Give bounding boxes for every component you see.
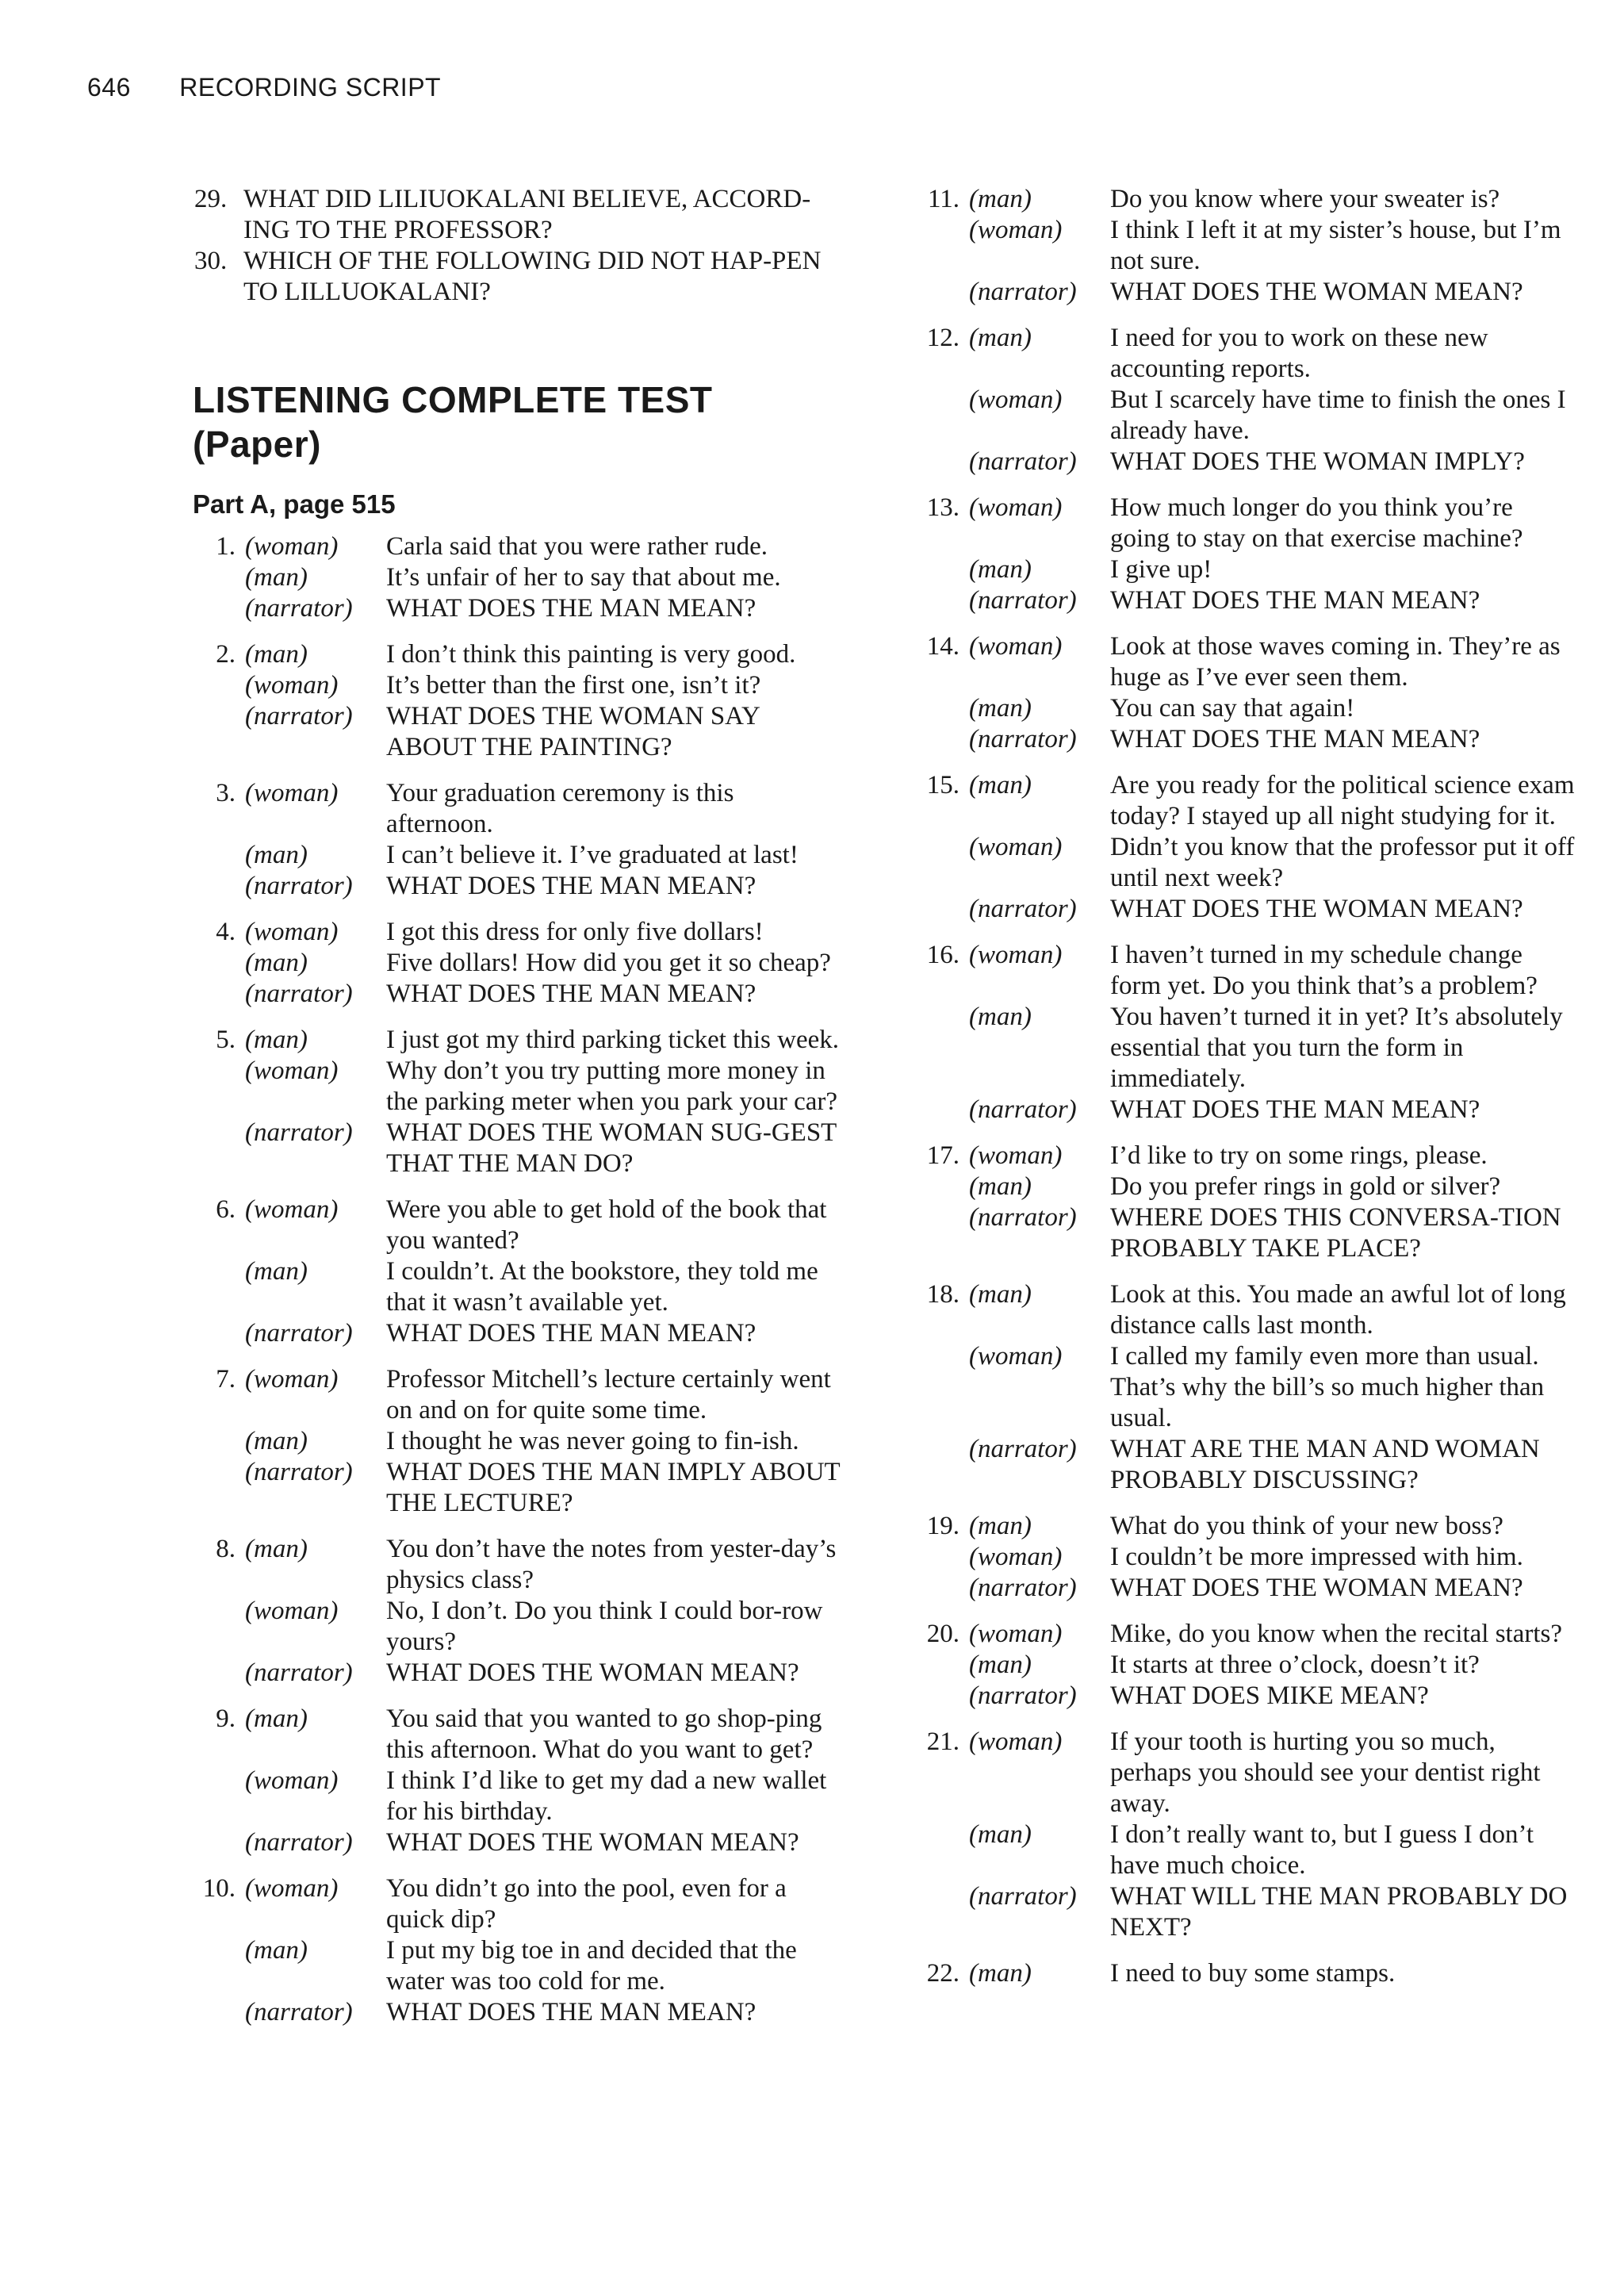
speaker-label: (man)	[969, 1280, 1032, 1309]
dialogue-line	[186, 1056, 845, 1118]
question-number	[896, 1341, 969, 1434]
dialogue-text: WHAT DOES THE MAN MEAN?	[1110, 1095, 1480, 1124]
question-number: 12.	[926, 324, 959, 352]
dialogue-text: I need to buy some stamps.	[1110, 1959, 1396, 1988]
script-item	[896, 1141, 1578, 1264]
dialogue-text: WHAT DOES THE MAN IMPLY ABOUT THE LECTURE?	[386, 1458, 841, 1517]
speaker-label: (woman)	[245, 1766, 339, 1795]
question-list	[896, 184, 1578, 1989]
dialogue-line	[186, 1194, 845, 1256]
dialogue-line	[896, 447, 1578, 477]
dialogue-line	[186, 1704, 845, 1766]
dialogue-line	[186, 1457, 845, 1519]
dialogue-line	[896, 894, 1578, 925]
question-number	[896, 1095, 969, 1125]
page-number: 646	[87, 73, 131, 102]
dialogue-line	[896, 1542, 1578, 1573]
dialogue-text: I give up!	[1110, 555, 1212, 584]
question-number	[186, 593, 245, 624]
dialogue-line	[186, 1935, 845, 1997]
dialogue-line	[896, 693, 1578, 724]
script-item	[896, 1619, 1578, 1712]
dialogue-text: How much longer do you think you’re going to stay on that exercise machine?	[1110, 493, 1523, 553]
speaker-label: (man)	[969, 771, 1032, 799]
dialogue-text: Five dollars! How did you get it so cheap?	[386, 949, 831, 977]
speaker-label: (narrator)	[245, 1458, 353, 1486]
script-item	[186, 639, 845, 763]
dialogue-line	[896, 585, 1578, 616]
question-text: WHICH OF THE FOLLOWING DID NOT HAP-PEN TO LILLUOKALANI?	[243, 247, 822, 306]
speaker-label: (narrator)	[245, 980, 353, 1008]
question-number	[186, 1596, 245, 1658]
dialogue-line	[896, 832, 1578, 894]
dialogue-text: I don’t think this painting is very good.	[386, 640, 796, 669]
dialogue-line	[896, 1573, 1578, 1604]
script-item	[186, 778, 845, 902]
question-number: 16.	[926, 941, 959, 969]
dialogue-line	[896, 215, 1578, 277]
dialogue-line	[896, 1727, 1578, 1819]
dialogue-text: You said that you wanted to go shop-ping this afternoon. What do you want to get?	[386, 1704, 822, 1764]
pre-item	[186, 184, 845, 246]
dialogue-text: WHAT DOES THE WOMAN SUG-GEST THAT THE MAN DO?	[386, 1118, 837, 1178]
speaker-label: (narrator)	[969, 586, 1077, 615]
speaker-label: (man)	[969, 1959, 1032, 1988]
question-number: 11.	[927, 185, 959, 213]
question-number	[186, 701, 245, 763]
question-number: 13.	[926, 493, 959, 522]
dialogue-line	[186, 1318, 845, 1349]
speaker-label: (woman)	[969, 493, 1063, 522]
speaker-label: (woman)	[969, 1727, 1063, 1756]
dialogue-text: Professor Mitchell’s lecture certainly went on and on for quite some time.	[386, 1365, 831, 1424]
question-number: 8.	[216, 1535, 236, 1563]
speaker-label: (woman)	[245, 1597, 339, 1625]
dialogue-text: WHAT DOES MIKE MEAN?	[1110, 1681, 1429, 1710]
speaker-label: (narrator)	[969, 1095, 1077, 1124]
dialogue-line	[896, 1279, 1578, 1341]
question-number	[186, 1457, 245, 1519]
question-number: 5.	[216, 1026, 236, 1054]
script-item	[186, 1194, 845, 1349]
script-item	[186, 1704, 845, 1858]
script-item	[896, 940, 1578, 1125]
speaker-label: (man)	[969, 185, 1032, 213]
pre-items	[186, 184, 845, 308]
question-number: 4.	[216, 918, 236, 946]
question-number: 6.	[216, 1195, 236, 1224]
question-number	[896, 724, 969, 755]
question-number	[186, 1056, 245, 1118]
left-column	[186, 184, 845, 2043]
dialogue-line	[186, 1997, 845, 2028]
running-head	[87, 73, 441, 102]
question-number	[896, 1542, 969, 1573]
dialogue-text: Why don’t you try putting more money in the parking meter when you park your car?	[386, 1056, 838, 1116]
script-item	[186, 1534, 845, 1689]
speaker-label: (woman)	[245, 1195, 339, 1224]
dialogue-text: I thought he was never going to fin-ish.	[386, 1427, 799, 1455]
dialogue-text: WHAT DOES THE WOMAN MEAN?	[1110, 1574, 1523, 1602]
dialogue-text: WHAT DOES THE WOMAN MEAN?	[386, 1658, 799, 1687]
dialogue-line	[186, 562, 845, 593]
speaker-label: (narrator)	[969, 1574, 1077, 1602]
question-number: 18.	[926, 1280, 959, 1309]
script-item	[896, 184, 1578, 308]
script-item	[186, 1873, 845, 2028]
dialogue-text: You didn’t go into the pool, even for a quick dip?	[386, 1874, 787, 1934]
dialogue-line	[896, 1511, 1578, 1542]
speaker-label: (woman)	[245, 918, 339, 946]
dialogue-text: WHAT DOES THE WOMAN MEAN?	[1110, 895, 1523, 923]
dialogue-text: Do you prefer rings in gold or silver?	[1110, 1172, 1501, 1201]
dialogue-text: WHAT DOES THE WOMAN MEAN?	[1110, 278, 1523, 306]
dialogue-text: It’s unfair of her to say that about me.	[386, 563, 781, 592]
speaker-label: (man)	[245, 1535, 308, 1563]
script-item	[186, 917, 845, 1010]
dialogue-line	[896, 493, 1578, 554]
script-item	[896, 1511, 1578, 1604]
question-number	[186, 1426, 245, 1457]
question-number: 19.	[926, 1512, 959, 1540]
script-item	[896, 770, 1578, 925]
speaker-label: (narrator)	[969, 1882, 1077, 1911]
dialogue-text: WHAT DOES THE MAN MEAN?	[386, 872, 756, 900]
dialogue-line	[186, 917, 845, 948]
speaker-label: (narrator)	[245, 594, 353, 623]
question-number	[896, 554, 969, 585]
script-item	[896, 631, 1578, 755]
speaker-label: (man)	[969, 1172, 1032, 1201]
dialogue-text: WHAT DOES THE MAN MEAN?	[1110, 725, 1480, 753]
speaker-label: (woman)	[969, 833, 1063, 861]
speaker-label: (man)	[969, 694, 1032, 723]
question-number	[896, 215, 969, 277]
dialogue-line	[186, 670, 845, 701]
dialogue-text: Were you able to get hold of the book that you wanted?	[386, 1195, 827, 1255]
dialogue-text: I just got my third parking ticket this week.	[386, 1026, 839, 1054]
dialogue-text: Didn’t you know that the professor put it off until next week?	[1110, 833, 1575, 892]
speaker-label: (narrator)	[969, 725, 1077, 753]
speaker-label: (woman)	[969, 216, 1063, 244]
pre-item	[186, 246, 845, 308]
dialogue-line	[896, 724, 1578, 755]
dialogue-text: No, I don’t. Do you think I could bor-row yours?	[386, 1597, 823, 1656]
dialogue-text: I put my big toe in and decided that the water was too cold for me.	[386, 1936, 797, 1996]
question-number	[186, 979, 245, 1010]
speaker-label: (woman)	[969, 1342, 1063, 1371]
dialogue-line	[896, 1958, 1578, 1989]
dialogue-line	[896, 1141, 1578, 1171]
question-number: 15.	[926, 771, 959, 799]
dialogue-line	[896, 554, 1578, 585]
question-number: 20.	[926, 1620, 959, 1648]
script-item	[896, 1958, 1578, 1989]
dialogue-line	[896, 1095, 1578, 1125]
right-column	[896, 184, 1578, 2004]
speaker-label: (man)	[245, 1704, 308, 1733]
speaker-label: (woman)	[245, 1056, 339, 1085]
dialogue-line	[896, 1002, 1578, 1095]
speaker-label: (man)	[245, 841, 308, 869]
question-number	[186, 840, 245, 871]
dialogue-text: Look at this. You made an awful lot of long distance calls last month.	[1110, 1280, 1566, 1340]
question-number	[896, 693, 969, 724]
question-number	[186, 1658, 245, 1689]
dialogue-text: I got this dress for only five dollars!	[386, 918, 764, 946]
dialogue-line	[896, 1819, 1578, 1881]
dialogue-text: You don’t have the notes from yester-day’s physics class?	[386, 1535, 837, 1594]
dialogue-line	[896, 1619, 1578, 1650]
dialogue-text: I couldn’t. At the bookstore, they told me that it wasn’t available yet.	[386, 1257, 818, 1317]
script-item	[896, 323, 1578, 477]
question-number	[896, 585, 969, 616]
dialogue-text: You haven’t turned it in yet? It’s absolutely essential that you turn the form in immediately.	[1110, 1003, 1563, 1093]
question-number	[186, 1318, 245, 1349]
dialogue-line	[896, 1341, 1578, 1434]
speaker-label: (woman)	[245, 1874, 339, 1903]
dialogue-text: WHAT DOES THE WOMAN MEAN?	[386, 1828, 799, 1857]
dialogue-line	[896, 184, 1578, 215]
dialogue-text: WHAT DOES THE WOMAN IMPLY?	[1110, 447, 1525, 476]
dialogue-text: Look at those waves coming in. They’re as huge as I’ve ever seen them.	[1110, 632, 1561, 692]
question-number: 7.	[216, 1365, 236, 1394]
speaker-label: (woman)	[245, 779, 339, 807]
speaker-label: (narrator)	[969, 1681, 1077, 1710]
speaker-label: (narrator)	[245, 702, 353, 730]
speaker-label: (woman)	[245, 671, 339, 700]
speaker-label: (narrator)	[969, 1203, 1077, 1232]
question-number	[186, 1766, 245, 1827]
speaker-label: (narrator)	[245, 1319, 353, 1348]
dialogue-line	[896, 631, 1578, 693]
dialogue-text: WHAT DOES THE MAN MEAN?	[386, 594, 756, 623]
dialogue-text: Carla said that you were rather rude.	[386, 532, 768, 561]
question-number: 14.	[926, 632, 959, 661]
question-number	[896, 1881, 969, 1943]
question-number: 3.	[216, 779, 236, 807]
speaker-label: (man)	[245, 949, 308, 977]
speaker-label: (woman)	[969, 632, 1063, 661]
speaker-label: (narrator)	[969, 1435, 1077, 1463]
dialogue-line	[896, 770, 1578, 832]
question-number	[186, 670, 245, 701]
question-number	[896, 1202, 969, 1264]
dialogue-text: If your tooth is hurting you so much, perhaps you should see your dentist right away.	[1110, 1727, 1541, 1818]
speaker-label: (man)	[245, 1427, 308, 1455]
dialogue-text: I don’t really want to, but I guess I don’t have much choice.	[1110, 1820, 1534, 1880]
dialogue-line	[186, 1025, 845, 1056]
part-heading: Part A, page 515	[193, 489, 396, 519]
speaker-label: (man)	[245, 1257, 308, 1286]
dialogue-line	[896, 1681, 1578, 1712]
script-item	[186, 1025, 845, 1179]
question-number	[186, 871, 245, 902]
dialogue-line	[186, 1118, 845, 1179]
speaker-label: (man)	[969, 324, 1032, 352]
dialogue-text: It’s better than the first one, isn’t it?	[386, 671, 761, 700]
question-number	[896, 1650, 969, 1681]
speaker-label: (woman)	[969, 1141, 1063, 1170]
question-number	[186, 1935, 245, 1997]
dialogue-text: It starts at three o’clock, doesn’t it?	[1110, 1651, 1480, 1679]
dialogue-text: Are you ready for the political science exam today? I stayed up all night studying for it.	[1110, 771, 1575, 830]
speaker-label: (narrator)	[245, 1828, 353, 1857]
speaker-label: (woman)	[969, 941, 1063, 969]
question-number	[896, 1002, 969, 1095]
dialogue-text: I think I’d like to get my dad a new wallet for his birthday.	[386, 1766, 827, 1826]
dialogue-line	[896, 1881, 1578, 1943]
speaker-label: (narrator)	[245, 1998, 353, 2026]
dialogue-line	[186, 840, 845, 871]
speaker-label: (narrator)	[245, 872, 353, 900]
dialogue-text: I think I left it at my sister’s house, but I’m not sure.	[1110, 216, 1561, 275]
question-number	[186, 1118, 245, 1179]
question-number: 9.	[216, 1704, 236, 1733]
dialogue-line	[896, 1171, 1578, 1202]
question-number	[896, 1171, 969, 1202]
script-item	[186, 531, 845, 624]
dialogue-text: What do you think of your new boss?	[1110, 1512, 1503, 1540]
question-number: 1.	[216, 532, 236, 561]
question-list	[186, 531, 845, 2028]
question-text: WHAT DID LILIUOKALANI BELIEVE, ACCORD-ING TO THE PROFESSOR?	[243, 185, 811, 244]
dialogue-line	[896, 1434, 1578, 1496]
script-item	[186, 1364, 845, 1519]
dialogue-line	[186, 1534, 845, 1596]
dialogue-line	[186, 778, 845, 840]
dialogue-text: WHAT DOES THE MAN MEAN?	[386, 980, 756, 1008]
dialogue-line	[186, 1766, 845, 1827]
dialogue-line	[186, 871, 845, 902]
question-number: 22.	[926, 1959, 959, 1988]
dialogue-text: You can say that again!	[1110, 694, 1355, 723]
question-number	[896, 447, 969, 477]
script-item	[896, 493, 1578, 616]
question-number	[186, 562, 245, 593]
question-number: 17.	[926, 1141, 959, 1170]
question-number	[896, 385, 969, 447]
speaker-label: (narrator)	[969, 447, 1077, 476]
speaker-label: (man)	[245, 640, 308, 669]
speaker-label: (man)	[245, 563, 308, 592]
dialogue-text: I need for you to work on these new accounting reports.	[1110, 324, 1488, 383]
question-number	[896, 1681, 969, 1712]
speaker-label: (man)	[969, 1651, 1032, 1679]
dialogue-text: WHAT DOES THE MAN MEAN?	[386, 1319, 756, 1348]
question-number	[186, 948, 245, 979]
dialogue-text: I can’t believe it. I’ve graduated at last!	[386, 841, 799, 869]
section-heading: LISTENING COMPLETE TEST (Paper)	[193, 379, 713, 465]
dialogue-line	[896, 277, 1578, 308]
question-number	[896, 894, 969, 925]
question-number: 30.	[194, 247, 228, 275]
dialogue-line	[186, 1364, 845, 1426]
dialogue-line	[896, 1202, 1578, 1264]
dialogue-line	[186, 1873, 845, 1935]
speaker-label: (man)	[969, 1512, 1032, 1540]
dialogue-text: Mike, do you know when the recital starts?	[1110, 1620, 1563, 1648]
speaker-label: (man)	[969, 555, 1032, 584]
question-number	[896, 1819, 969, 1881]
dialogue-text: I couldn’t be more impressed with him.	[1110, 1543, 1523, 1571]
dialogue-line	[186, 593, 845, 624]
dialogue-line	[186, 639, 845, 670]
question-number: 21.	[926, 1727, 959, 1756]
dialogue-line	[896, 940, 1578, 1002]
script-item	[896, 1279, 1578, 1496]
script-item	[896, 1727, 1578, 1943]
dialogue-line	[896, 323, 1578, 385]
dialogue-text: WHAT DOES THE MAN MEAN?	[386, 1998, 756, 2026]
running-title: RECORDING SCRIPT	[179, 73, 442, 102]
speaker-label: (woman)	[245, 532, 339, 561]
dialogue-line	[186, 979, 845, 1010]
dialogue-text: WHAT DOES THE WOMAN SAY ABOUT THE PAINTING?	[386, 702, 760, 761]
question-number: 29.	[194, 185, 228, 213]
dialogue-line	[896, 385, 1578, 447]
dialogue-text: WHERE DOES THIS CONVERSA-TION PROBABLY TAKE PLACE?	[1110, 1203, 1561, 1263]
question-number: 10.	[202, 1874, 236, 1903]
dialogue-text: But I scarcely have time to finish the ones I already have.	[1110, 385, 1566, 445]
speaker-label: (narrator)	[969, 895, 1077, 923]
question-number	[896, 277, 969, 308]
dialogue-text: WHAT ARE THE MAN AND WOMAN PROBABLY DISCUSSING?	[1110, 1435, 1540, 1494]
speaker-label: (woman)	[969, 1620, 1063, 1648]
dialogue-line	[186, 948, 845, 979]
speaker-label: (man)	[245, 1936, 308, 1965]
question-number	[896, 1434, 969, 1496]
speaker-label: (woman)	[969, 385, 1063, 414]
dialogue-line	[186, 701, 845, 763]
question-number: 2.	[216, 640, 236, 669]
question-number	[186, 1997, 245, 2028]
dialogue-text: Your graduation ceremony is this afternoon.	[386, 779, 734, 838]
dialogue-text: Do you know where your sweater is?	[1110, 185, 1500, 213]
question-number	[186, 1256, 245, 1318]
speaker-label: (narrator)	[245, 1658, 353, 1687]
dialogue-text: I haven’t turned in my schedule change form yet. Do you think that’s a problem?	[1110, 941, 1538, 1000]
speaker-label: (man)	[969, 1820, 1032, 1849]
dialogue-line	[186, 531, 845, 562]
question-number	[186, 1827, 245, 1858]
question-number	[896, 1573, 969, 1604]
speaker-label: (narrator)	[245, 1118, 353, 1147]
dialogue-line	[186, 1256, 845, 1318]
speaker-label: (man)	[969, 1003, 1032, 1031]
dialogue-text: WHAT DOES THE MAN MEAN?	[1110, 586, 1480, 615]
dialogue-line	[896, 1650, 1578, 1681]
speaker-label: (woman)	[245, 1365, 339, 1394]
speaker-label: (man)	[245, 1026, 308, 1054]
dialogue-line	[186, 1426, 845, 1457]
dialogue-line	[186, 1827, 845, 1858]
dialogue-line	[186, 1596, 845, 1658]
question-number	[896, 832, 969, 894]
dialogue-text: WHAT WILL THE MAN PROBABLY DO NEXT?	[1110, 1882, 1568, 1942]
dialogue-text: I called my family even more than usual. That’s why the bill’s so much higher than usual.	[1110, 1342, 1545, 1432]
dialogue-text: I’d like to try on some rings, please.	[1110, 1141, 1488, 1170]
dialogue-line	[186, 1658, 845, 1689]
speaker-label: (narrator)	[969, 278, 1077, 306]
speaker-label: (woman)	[969, 1543, 1063, 1571]
